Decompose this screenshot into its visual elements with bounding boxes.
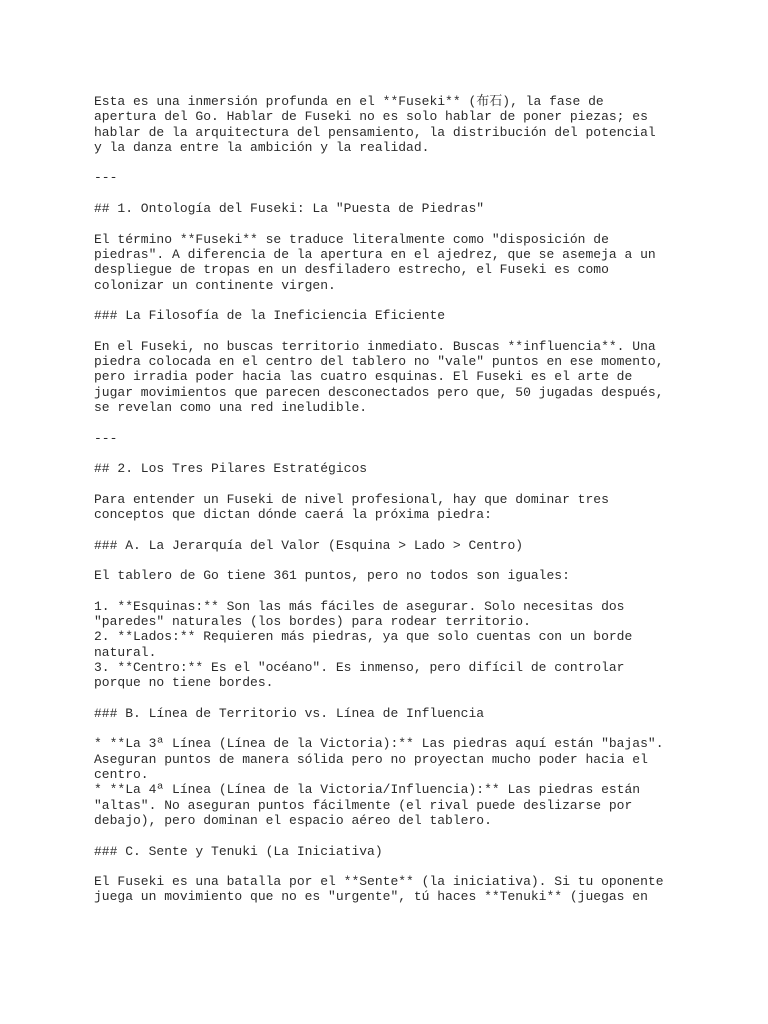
document-line: El tablero de Go tiene 361 puntos, pero no todos son iguales: [94,568,570,584]
blank-line [94,186,694,201]
document-page [94,94,694,905]
blank-line [94,859,694,874]
document-line: --- [94,170,118,186]
document-line: centro. [94,767,149,783]
document-line: * **La 3ª Línea (Línea de la Victoria):** Las piedras aquí están "bajas". [94,736,664,752]
document-line: conceptos que dictan dónde caerá la próxima piedra: [94,507,492,523]
blank-line [94,828,694,843]
document-line: y la danza entre la ambición y la realidad. [94,139,430,155]
document-line: --- [94,430,118,446]
document-line: "paredes" naturales (los bordes) para rodear territorio. [94,614,531,630]
document-line: jugar movimientos que parecen desconectados pero que, 50 jugadas después, [94,384,664,400]
document-line: "altas". No aseguran puntos fácilmente (el rival puede deslizarse por [94,797,633,813]
document-line: natural. [94,644,157,660]
document-line: El término **Fuseki** se traduce literalmente como "disposición de [94,231,609,247]
document-line: ### A. La Jerarquía del Valor (Esquina > Lado > Centro) [94,537,524,553]
blank-line [94,216,694,231]
document-line: despliegue de tropas en un desfiladero estrecho, el Fuseki es como [94,262,609,278]
blank-line [94,293,694,308]
document-line: se revelan como una red ineludible. [94,399,368,415]
document-line: ### La Filosofía de la Ineficiencia Eficiente [94,308,446,324]
blank-line [94,415,694,430]
document-line: colonizar un continente virgen. [94,277,336,293]
document-line: 1. **Esquinas:** Son las más fáciles de asegurar. Solo necesitas dos [94,598,625,614]
document-line: juega un movimiento que no es "urgente", tú haces **Tenuki** (juegas en [94,889,648,905]
document-line: Esta es una inmersión profunda en el **Fuseki** (布石), la fase de [94,94,604,109]
blank-line [94,721,694,736]
blank-line [94,584,694,599]
document-line: Aseguran puntos de manera sólida pero no proyectan mucho poder hacia el [94,751,648,767]
blank-line [94,522,694,537]
blank-line [94,553,694,568]
document-line: porque no tiene bordes. [94,675,274,691]
document-line: ## 1. Ontología del Fuseki: La "Puesta de Piedras" [94,201,485,217]
document-line: piedras". A diferencia de la apertura en el ajedrez, que se asemeja a un [94,246,656,262]
blank-line [94,323,694,338]
document-line: Para entender un Fuseki de nivel profesional, hay que dominar tres [94,491,609,507]
document-line: ### C. Sente y Tenuki (La Iniciativa) [94,843,383,859]
document-line: debajo), pero dominan el espacio aéreo del tablero. [94,812,492,828]
document-line: ## 2. Los Tres Pilares Estratégicos [94,461,368,477]
document-line: 3. **Centro:** Es el "océano". Es inmenso, pero difícil de controlar [94,659,625,675]
blank-line [94,476,694,491]
blank-line [94,155,694,170]
blank-line [94,691,694,706]
document-line: ### B. Línea de Territorio vs. Línea de Influencia [94,705,485,721]
document-line: En el Fuseki, no buscas territorio inmediato. Buscas **influencia**. Una [94,338,656,354]
document-line: El Fuseki es una batalla por el **Sente** (la iniciativa). Si tu oponente [94,874,664,890]
document-line: * **La 4ª Línea (Línea de la Victoria/Influencia):** Las piedras están [94,782,641,798]
document-line: piedra colocada en el centro del tablero no "vale" puntos en ese momento, [94,354,664,370]
document-line: pero irradia poder hacia las cuatro esquinas. El Fuseki es el arte de [94,369,633,385]
document-line: hablar de la arquitectura del pensamiento, la distribución del potencial [94,124,656,140]
document-line: 2. **Lados:** Requieren más piedras, ya que solo cuentas con un borde [94,629,633,645]
document-line: apertura del Go. Hablar de Fuseki no es solo hablar de poner piezas; es [94,109,648,125]
blank-line [94,446,694,461]
